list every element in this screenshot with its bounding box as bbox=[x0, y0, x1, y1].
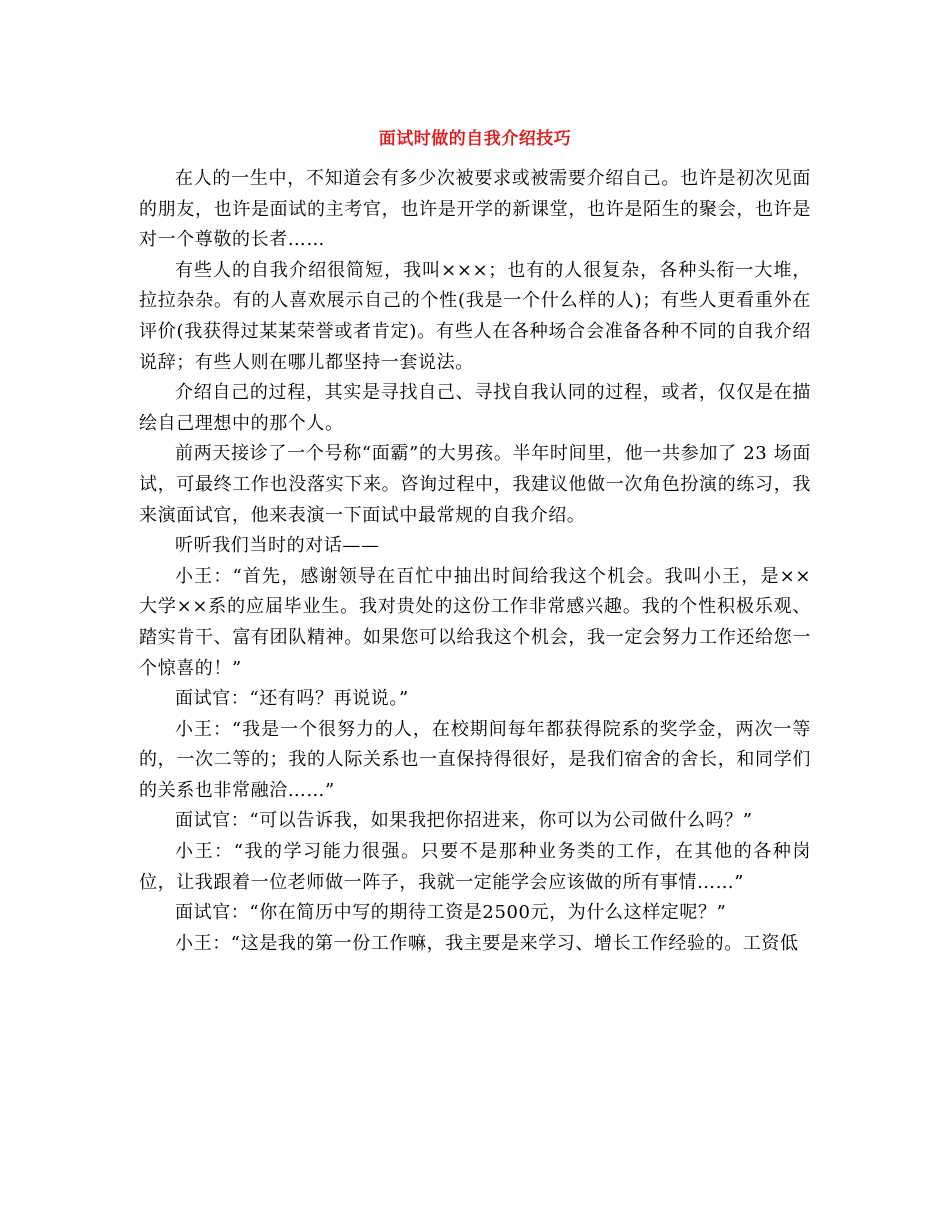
paragraph: 小王：“我的学习能力很强。只要不是那种业务类的工作，在其他的各种岗位，让我跟着一位老师做一阵子，我就一定能学会应该做的所有事情……” bbox=[139, 841, 811, 893]
paragraph: 前两天接诊了一个号称“面霸”的大男孩。半年时间里，他一共参加了 23 场面试，可最终工作也没落实下来。咨询过程中，我建议他做一次角色扮演的练习，我来演面试官，他来表演一下面试中最常规的自我介绍。 bbox=[139, 443, 811, 526]
paragraph: 面试官：“你在简历中写的期待工资是2500元，为什么这样定呢？” bbox=[175, 902, 727, 924]
paragraph: 面试官：“可以告诉我，如果我把你招进来，你可以为公司做什么吗？” bbox=[175, 810, 753, 832]
paragraph: 有些人的自我介绍很简短，我叫×××；也有的人很复杂，各种头衔一大堆，拉拉杂杂。有的人喜欢展示自己的个性(我是一个什么样的人)；有些人更看重外在评价(我获得过某某荣誉或者肯定)。有些人在各种场合会准备各种不同的自我介绍说辞；有些人则在哪儿都坚持一套说法。 bbox=[139, 259, 811, 373]
paragraph: 面试官：“还有吗？再说说。” bbox=[175, 688, 409, 710]
paragraph: 小王：“首先，感谢领导在百忙中抽出时间给我这个机会。我叫小王，是××大学××系的应届毕业生。我对贵处的这份工作非常感兴趣。我的个性积极乐观、踏实肯干、富有团队精神。如果您可以给我这个机会，我一定会努力工作还给您一个惊喜的！” bbox=[139, 565, 811, 679]
paragraph: 听听我们当时的对话—— bbox=[175, 535, 380, 557]
paragraph: 在人的一生中，不知道会有多少次被要求或被需要介绍自己。也许是初次见面的朋友，也许是面试的主考官，也许是开学的新课堂，也许是陌生的聚会，也许是对一个尊敬的长者…… bbox=[139, 168, 811, 251]
document-title: 面试时做的自我介绍技巧 bbox=[378, 129, 572, 149]
paragraph: 小王：“我是一个很努力的人，在校期间每年都获得院系的奖学金，两次一等的，一次二等的；我的人际关系也一直保持得很好，是我们宿舍的舍长，和同学们的关系也非常融洽……” bbox=[139, 718, 811, 801]
paragraph: 介绍自己的过程，其实是寻找自己、寻找自我认同的过程，或者，仅仅是在描绘自己理想中的那个人。 bbox=[139, 382, 811, 434]
document-body bbox=[139, 164, 811, 959]
paragraph: 小王：“这是我的第一份工作嘛，我主要是来学习、增长工作经验的。工资低 bbox=[175, 932, 799, 954]
